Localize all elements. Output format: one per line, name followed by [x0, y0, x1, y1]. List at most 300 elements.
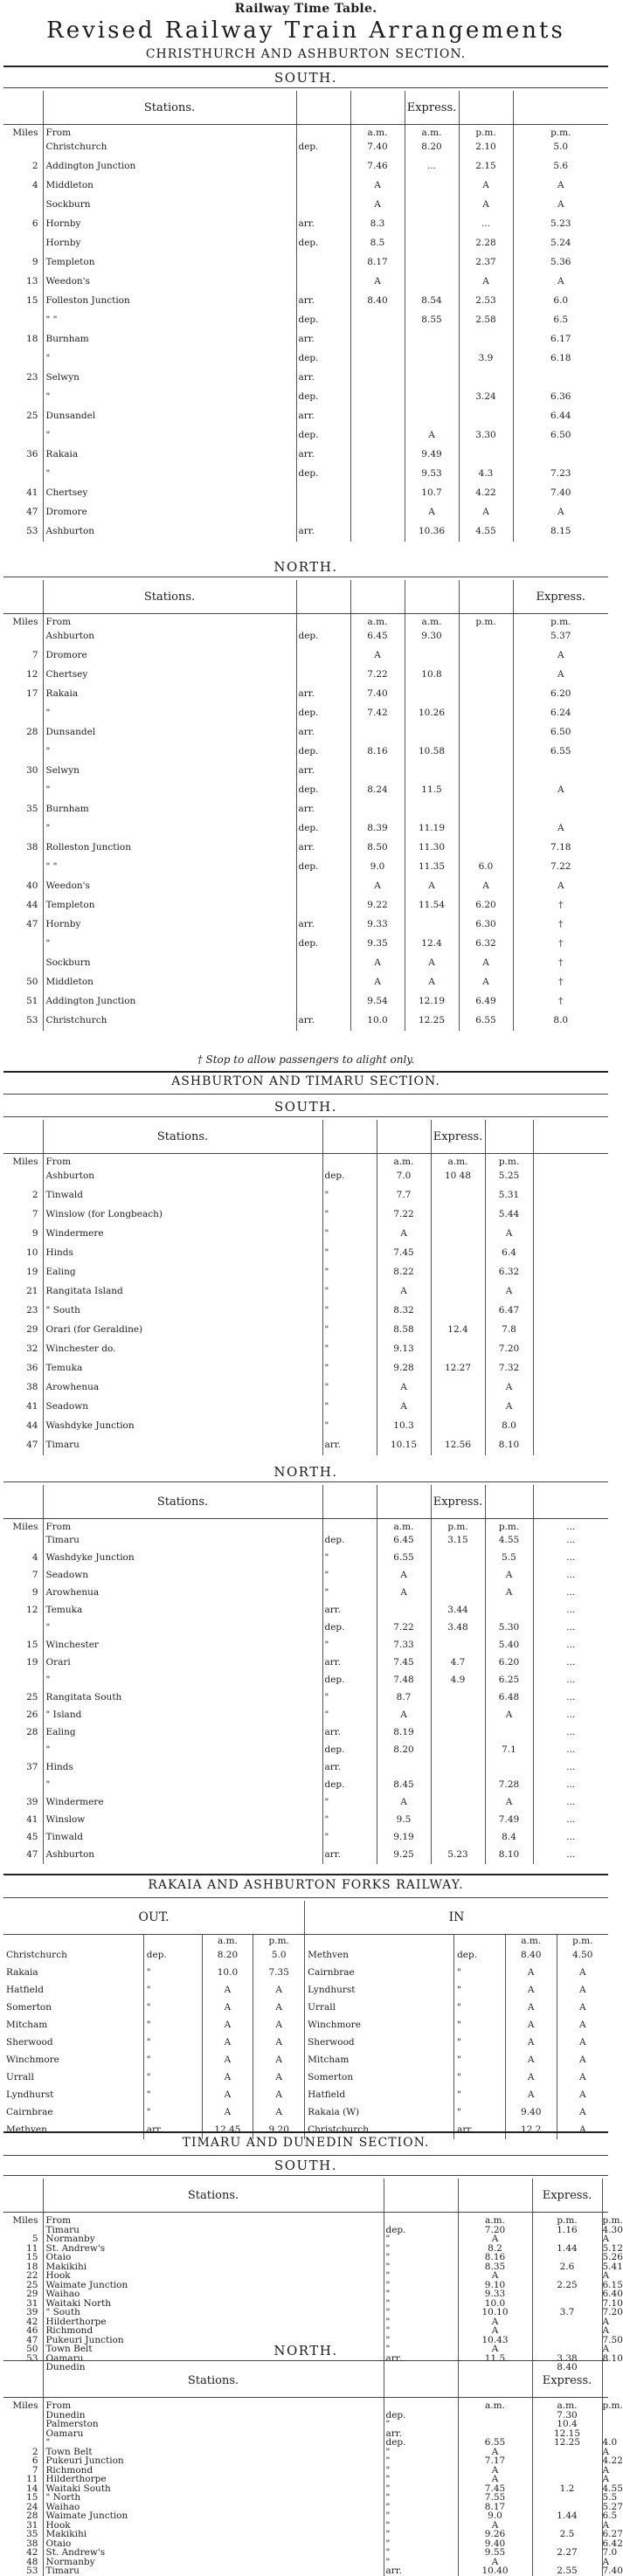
time-cell [485, 1759, 533, 1777]
station-name: Methven [305, 1947, 454, 1965]
arr-dep-cell: " [143, 1982, 202, 1999]
time-cell: A [602, 2446, 610, 2457]
time-cell: A [253, 1999, 305, 2017]
time-cell: A [505, 2052, 557, 2069]
table-row [3, 522, 608, 542]
station-name: Cairnbrae [6, 2107, 53, 2118]
time-cell: A [513, 176, 608, 196]
station-cell [43, 2429, 384, 2439]
station-name: Mitcham [6, 2020, 48, 2031]
time-cell: 8.0 [513, 1012, 608, 1031]
arr-dep-cell: " [322, 1829, 377, 1847]
miles-cell: 47 [26, 2334, 38, 2345]
time-cell: p.m. [485, 1154, 533, 1167]
arr-dep-cell: dep. [296, 627, 350, 646]
miles-cell: 19 [26, 1267, 38, 1278]
time-cell: 8.16 [458, 2253, 532, 2262]
time-cell: A [458, 2326, 532, 2336]
arr-dep-cell [322, 1154, 377, 1167]
time-cell: A [458, 2271, 532, 2281]
station-name: Templeton [45, 900, 95, 911]
time-cell [533, 1359, 608, 1378]
station-name: " [45, 353, 51, 364]
timetable-grid [3, 2364, 623, 2576]
table-row [3, 1794, 608, 1812]
time-cell: 7.22 [513, 858, 608, 877]
time-cell: A [485, 1282, 533, 1302]
station-name: Washdyke Junction [45, 1420, 135, 1432]
station-cell [43, 877, 296, 896]
time-cell: 8.20 [405, 138, 459, 157]
time-cell: 2.37 [459, 253, 513, 273]
time-cell [405, 762, 459, 781]
table-row [3, 2234, 608, 2244]
station-name: Hinds [45, 1762, 73, 1773]
station-cell [43, 935, 296, 954]
arr-dep-cell: arr. [296, 445, 350, 465]
miles-cell [3, 426, 43, 445]
station-cell [43, 1707, 322, 1724]
table-row [3, 2213, 608, 2226]
miles-cell: 15 [26, 2492, 38, 2503]
arr-dep-cell [296, 125, 350, 138]
time-cell: A [557, 2017, 608, 2034]
arr-dep-cell: " [143, 1999, 202, 2017]
table-row [3, 1282, 608, 1302]
miles-header-spacer [3, 1120, 43, 1154]
table-row [3, 1935, 608, 1947]
time-cell: 7.42 [350, 704, 405, 723]
time-cell: ... [533, 1794, 608, 1812]
time-cell: A [602, 2556, 610, 2567]
time-cell: 6.18 [513, 349, 608, 369]
time-cell [532, 2493, 602, 2503]
arr-dep-cell [296, 253, 350, 273]
station-cell [43, 292, 296, 311]
table-row [3, 819, 608, 839]
arr-dep-cell: " [143, 2052, 202, 2069]
footnote: † Stop to allow passengers to alight only. [197, 1053, 415, 1066]
miles-cell: 15 [26, 295, 38, 307]
table-row [3, 1378, 608, 1398]
miles-cell: 32 [26, 1343, 38, 1355]
time-cell: 5.27 [602, 2501, 623, 2512]
station-cell [43, 407, 296, 426]
time-cell: 9.20 [253, 2122, 305, 2139]
time-cell: 6.49 [459, 992, 513, 1012]
station-name: Oamaru [45, 2352, 84, 2364]
miles-cell: 50 [26, 2344, 38, 2354]
time-cell: ... [533, 1742, 608, 1759]
time-cell: 11.19 [405, 819, 459, 839]
time-cell [377, 1759, 431, 1777]
station-name: Normanby [45, 2234, 95, 2244]
miles-cell: 31 [26, 2519, 38, 2531]
station-name: Somerton [6, 2002, 52, 2013]
time-cell [350, 349, 405, 369]
time-cell: A [513, 666, 608, 685]
station-name: Orari (for Geraldine) [45, 1324, 143, 1336]
time-cell [405, 800, 459, 819]
time-cell: a.m. [377, 1154, 431, 1167]
time-cell: 6.5 [513, 311, 608, 330]
time-cell [602, 2420, 608, 2429]
time-cell: A [459, 954, 513, 973]
table-row [3, 1742, 608, 1759]
station-name: Arowhenua [45, 1587, 100, 1599]
time-cell: 6.20 [459, 896, 513, 915]
table-row [3, 614, 608, 627]
time-cell: 8.20 [202, 1947, 253, 1965]
time-cell: A [253, 2087, 305, 2104]
station-name: Sockburn [45, 957, 91, 969]
miles-cell [3, 1777, 43, 1794]
time-cell: a.m. [532, 2398, 602, 2411]
time-cell: A [505, 2017, 557, 2034]
table-row [3, 2475, 608, 2484]
time-cell: A [350, 196, 405, 215]
time-cell [350, 407, 405, 426]
table-row [3, 2429, 608, 2439]
table-row [3, 1567, 608, 1585]
main-title: Revised Railway Train Arrangements [46, 17, 565, 44]
miles-cell: 50 [26, 977, 38, 988]
table-row [3, 1225, 608, 1244]
time-cell: 7.30 [532, 2411, 602, 2421]
time-cell: p.m. [602, 2398, 608, 2411]
station-cell [43, 2244, 384, 2254]
time-header: a.m. [505, 1935, 557, 1947]
time-cell: A [459, 503, 513, 522]
arr-dep-cell: " [322, 1378, 377, 1398]
train-column-header [458, 2179, 532, 2213]
miles-cell: 2 [31, 1190, 38, 1201]
station-name: " [45, 468, 51, 480]
station-name: Ashburton [45, 1849, 95, 1861]
time-cell: A [485, 1567, 533, 1585]
train-column-header [602, 2179, 608, 2213]
time-cell: 8.24 [350, 781, 405, 800]
station-cell [43, 627, 296, 646]
station-name: " " [45, 861, 58, 873]
station-name: Oamaru [45, 2428, 84, 2439]
time-cell [431, 1417, 485, 1436]
station-name: Richmond [45, 2325, 93, 2336]
time-cell: 6.42 [602, 2538, 623, 2549]
table-row [3, 704, 608, 723]
arr-dep-cell: " [322, 1302, 377, 1321]
time-cell: 8.39 [350, 819, 405, 839]
divider [3, 1481, 608, 1482]
time-cell: A [557, 2104, 608, 2122]
time-cell: A [405, 877, 459, 896]
time-cell: 3.38 [532, 2354, 602, 2364]
station-name: Timaru [45, 2566, 80, 2576]
time-cell: A [485, 1585, 533, 1602]
time-cell: A [458, 2317, 532, 2327]
arr-dep-cell: dep. [296, 742, 350, 762]
arr-dep-cell: " [322, 1263, 377, 1282]
time-cell: 2.6 [532, 2262, 602, 2272]
station-name: Weedon's [45, 881, 90, 892]
time-cell: ... [533, 1637, 608, 1654]
time-cell [533, 1244, 608, 1263]
miles-cell [3, 819, 43, 839]
arr-dep-cell: " [143, 2069, 202, 2087]
miles-cell [3, 858, 43, 877]
miles-cell: 46 [26, 2325, 38, 2336]
station-name: Dunedin [45, 2362, 86, 2372]
time-cell: 12.2 [505, 2122, 557, 2139]
miles-cell: 11 [26, 2474, 38, 2484]
station-name: Rangitata Island [45, 1286, 123, 1297]
time-cell: A [458, 2558, 532, 2567]
time-cell: ... [405, 157, 459, 176]
dep-header-spacer [384, 2179, 458, 2213]
time-cell [532, 2448, 602, 2457]
table-row [3, 2326, 608, 2336]
time-cell: A [377, 1398, 431, 1417]
time-cell: 9.13 [377, 1340, 431, 1359]
time-cell: 7.10 [602, 2297, 623, 2309]
arr-dep-cell: " [322, 1794, 377, 1812]
miles-cell [3, 742, 43, 762]
table-row [3, 234, 608, 253]
station-name: Rangitata South [45, 1692, 122, 1703]
timetable-grid [3, 580, 608, 1031]
arr-dep-cell: " [384, 2289, 458, 2299]
time-cell: 10.58 [405, 742, 459, 762]
time-cell: A [485, 1707, 533, 1724]
time-cell [485, 1724, 533, 1742]
time-cell: ... [533, 1759, 608, 1777]
time-cell: A [377, 1282, 431, 1302]
time-cell: 10.36 [405, 522, 459, 542]
station-name: Otaio [45, 2252, 72, 2262]
station-cell [43, 1167, 322, 1186]
train-column-header [377, 1485, 431, 1519]
train-column-header [459, 91, 513, 125]
time-cell: A [602, 2325, 610, 2336]
station-cell [43, 1340, 322, 1359]
station-cell [43, 2420, 384, 2429]
table-row [3, 839, 608, 858]
train-column-header: Express. [532, 2179, 602, 2213]
time-cell: 4.55 [485, 1532, 533, 1550]
train-column-header: Express. [431, 1485, 485, 1519]
time-cell: † [513, 896, 608, 915]
station-name: Hook [45, 2270, 71, 2281]
miles-cell: 6 [31, 2455, 38, 2466]
arr-dep-cell [296, 196, 350, 215]
table-row [3, 330, 608, 349]
time-cell: A [350, 973, 405, 992]
station-cell [43, 1689, 322, 1707]
miles-cell [3, 2420, 43, 2429]
miles-cell: 6 [31, 218, 38, 230]
time-cell: 12.15 [532, 2429, 602, 2439]
table-row [3, 877, 608, 896]
table-row [3, 2308, 608, 2317]
time-cell: 8.32 [377, 1302, 431, 1321]
station-name: Pukeuri Junction [45, 2455, 124, 2466]
miles-cell [3, 196, 43, 215]
station-name: " Island [45, 1709, 82, 1721]
time-cell [431, 1794, 485, 1812]
time-cell: 2.10 [459, 138, 513, 157]
table-row [3, 349, 608, 369]
table-row [3, 1321, 608, 1340]
time-cell: 9.0 [458, 2511, 532, 2521]
time-cell: A [602, 2344, 610, 2354]
arr-dep-cell: " [384, 2234, 458, 2244]
time-cell: 6.20 [485, 1654, 533, 1672]
time-cell [533, 1340, 608, 1359]
time-cell [459, 685, 513, 704]
arr-dep-cell: dep. [384, 2226, 458, 2235]
station-cell [43, 196, 296, 215]
miles-cell [3, 1167, 43, 1186]
arr-dep-cell: " [384, 2262, 458, 2272]
time-cell [532, 2475, 602, 2484]
table-row [3, 2530, 608, 2539]
time-cell: 9.28 [377, 1359, 431, 1378]
time-cell: 1.44 [532, 2511, 602, 2521]
time-cell: A [557, 1982, 608, 1999]
station-name: Lyndhurst [305, 1982, 454, 1999]
train-column-header: Express. [431, 1120, 485, 1154]
arr-dep-cell: arr. [322, 1602, 377, 1619]
table-row [3, 1244, 608, 1263]
station-cell [43, 157, 296, 176]
table-row [3, 992, 608, 1012]
miles-cell: 44 [26, 1420, 38, 1432]
time-cell: A [202, 2087, 253, 2104]
miles-cell [3, 311, 43, 330]
miles-cell [3, 138, 43, 157]
station-name: From [45, 2215, 72, 2226]
time-cell [532, 2234, 602, 2244]
time-cell: p.m. [459, 614, 513, 627]
time-cell [377, 1602, 431, 1619]
arr-dep-cell: dep. [296, 858, 350, 877]
table-row [3, 1847, 608, 1864]
station-name: Winchester [45, 1640, 99, 1651]
time-cell: 12.56 [431, 1436, 485, 1455]
arr-dep-cell: " [384, 2558, 458, 2567]
arr-dep-cell: " [384, 2271, 458, 2281]
station-name: Urrall [6, 2072, 34, 2083]
station-cell [43, 2456, 384, 2466]
time-cell: A [459, 973, 513, 992]
time-cell: 8.40 [505, 1947, 557, 1965]
station-name: Rakaia (W) [305, 2104, 454, 2122]
station-name: " [45, 938, 51, 950]
time-cell: 6.25 [485, 1672, 533, 1689]
arr-dep-cell: " [454, 2052, 506, 2069]
station-name: " North [45, 2492, 81, 2503]
station-cell [43, 1263, 322, 1282]
arr-dep-cell: arr. [384, 2429, 458, 2439]
station-cell [43, 1244, 322, 1263]
train-column-header [459, 580, 513, 614]
miles-header-spacer [3, 2179, 43, 2213]
station-cell [43, 839, 296, 858]
station-name: Burnham [45, 804, 89, 815]
station-cell [43, 2317, 384, 2327]
time-cell [459, 742, 513, 762]
arr-dep-cell: dep. [322, 1777, 377, 1794]
time-cell: A [458, 2466, 532, 2476]
time-cell: 8.50 [350, 839, 405, 858]
table-row [3, 292, 608, 311]
arr-dep-cell: arr. [296, 762, 350, 781]
arr-dep-cell: dep. [322, 1619, 377, 1637]
miles-cell: 35 [26, 804, 38, 815]
time-cell [459, 839, 513, 858]
table-row [3, 445, 608, 465]
table-row [3, 2104, 608, 2122]
station-name: Timaru [45, 1440, 80, 1451]
station-cell [43, 2493, 384, 2503]
time-cell: 8.55 [405, 311, 459, 330]
time-cell: 1.2 [532, 2484, 602, 2494]
station-cell [43, 1282, 322, 1302]
spacer [3, 1935, 143, 1947]
time-cell: 8.19 [377, 1724, 431, 1742]
time-cell: 1.44 [532, 2244, 602, 2254]
miles-cell: Miles [12, 128, 38, 138]
time-cell: A [505, 2034, 557, 2052]
table-row [3, 1302, 608, 1321]
divider [3, 2155, 608, 2156]
section-title-christchurch-ashburton: CHRISTHURCH AND ASHBURTON SECTION. [145, 47, 467, 61]
station-name: Hatfield [6, 1985, 44, 1996]
time-cell [350, 522, 405, 542]
time-cell: 5.5 [602, 2492, 618, 2503]
train-column-header [405, 580, 459, 614]
time-cell [350, 369, 405, 388]
miles-cell: 53 [26, 2352, 38, 2364]
arr-dep-cell: " [384, 2244, 458, 2254]
arr-dep-cell: " [322, 1417, 377, 1436]
miles-cell: Miles [12, 617, 38, 627]
time-cell: A [513, 819, 608, 839]
station-name: " [45, 823, 51, 834]
time-cell: 11.5 [405, 781, 459, 800]
station-cell [43, 1359, 322, 1378]
table-row [3, 1672, 608, 1689]
station-cell [43, 1550, 322, 1567]
time-cell: 9.0 [350, 858, 405, 877]
miles-cell: 7 [31, 650, 38, 661]
arr-dep-cell [296, 646, 350, 666]
time-cell: 7.22 [377, 1205, 431, 1225]
time-cell: ... [533, 1812, 608, 1829]
table-row [3, 2558, 608, 2567]
time-cell: 5.0 [513, 138, 608, 157]
time-cell: A [505, 1982, 557, 1999]
time-cell [459, 445, 513, 465]
table-row [3, 1263, 608, 1282]
time-cell: 8.20 [377, 1742, 431, 1759]
time-cell: 3.44 [431, 1602, 485, 1619]
time-cell: A [458, 2234, 532, 2244]
arr-dep-cell: " [384, 2530, 458, 2539]
miles-cell: 41 [26, 1814, 38, 1826]
station-cell [43, 2281, 384, 2290]
station-name: Winslow (for Longbeach) [45, 1209, 163, 1220]
